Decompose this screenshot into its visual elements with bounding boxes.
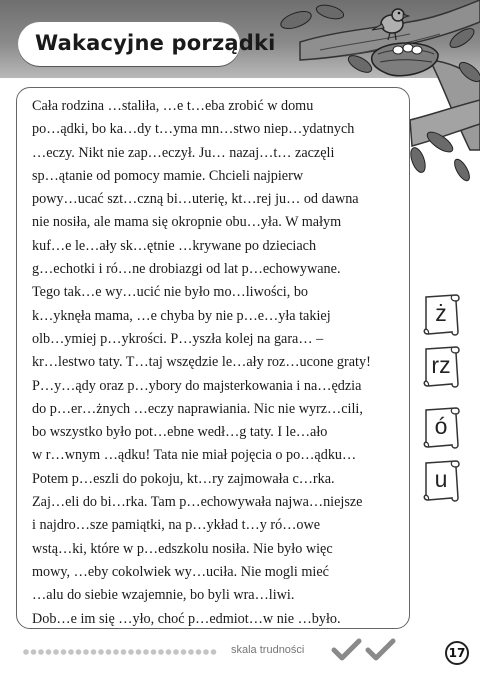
- text-line: kr…lestwo taty. T…taj wszędzie le…ały roz…ucone graty!: [32, 354, 371, 371]
- text-line: w r…wnym …ądku! Tata nie miał pojęcia o po…ądku…: [32, 447, 357, 464]
- page-title: Wakacyjne porządki: [35, 31, 276, 55]
- difficulty-dot: [196, 649, 202, 655]
- difficulty-dot: [46, 649, 52, 655]
- letter-tag-label: ó: [434, 413, 448, 439]
- difficulty-dot: [83, 649, 89, 655]
- difficulty-dot: [98, 649, 104, 655]
- difficulty-dot: [31, 649, 37, 655]
- text-line: g…echotki i ró…ne drobiazgi od lat p…echowywane.: [32, 261, 341, 278]
- letter-tag: [420, 344, 464, 390]
- letter-tag-label: ż: [435, 300, 447, 326]
- check-icon: [368, 641, 393, 658]
- text-line: nie nosiła, ale mama się okropnie obu…yła. W małym: [32, 214, 342, 231]
- difficulty-dot: [128, 649, 134, 655]
- difficulty-dot: [151, 649, 157, 655]
- difficulty-scale-label: skala trudności: [231, 644, 305, 656]
- check-icon: [334, 641, 359, 658]
- difficulty-dot: [106, 649, 112, 655]
- letter-tag-label: rz: [431, 352, 451, 378]
- difficulty-dot: [61, 649, 67, 655]
- difficulty-dot: [53, 649, 59, 655]
- difficulty-dot: [121, 649, 127, 655]
- letter-tag-label: u: [434, 466, 448, 492]
- difficulty-dot: [23, 649, 29, 655]
- difficulty-dot: [143, 649, 149, 655]
- difficulty-dot: [136, 649, 142, 655]
- text-line: …alu do siebie wzajemnie, bo byli wra…liwi.: [32, 587, 295, 604]
- text-line: …eczy. Nikt nie zap…eczył. Ju… nazaj…t… zaczęli: [32, 144, 335, 161]
- letter-tag: [420, 405, 464, 451]
- text-line: sp…ątanie od pomocy mamie. Chcieli najpierw: [32, 167, 304, 184]
- nest-icon: [372, 43, 438, 76]
- difficulty-dot: [91, 649, 97, 655]
- difficulty-dot: [158, 649, 164, 655]
- text-line: Dob…e im się …yło, choć p…edmiot…w nie …było.: [32, 610, 341, 627]
- exercise-text: [32, 95, 408, 631]
- difficulty-dot: [68, 649, 74, 655]
- text-line: Potem p…eszli do pokoju, kt…ry zajmowała c…rka.: [32, 470, 335, 487]
- difficulty-checkmarks: [331, 636, 401, 666]
- text-line: powy…ucać szt…czną bi…uterię, kt…rej ju… od dawna: [32, 191, 359, 208]
- text-line: kuf…e le…ały sk…ętnie …krywane po dzieciach: [32, 237, 317, 254]
- difficulty-dot: [211, 649, 217, 655]
- difficulty-dot: [188, 649, 194, 655]
- difficulty-dot: [113, 649, 119, 655]
- text-line: bo wszystko było pot…ebne wedł…g taty. I le…ało: [32, 424, 328, 441]
- text-line: Tego tak…e wy…ucić nie było mo…liwości, bo: [32, 284, 309, 301]
- text-line: po…ądki, bo ka…dy t…yma mn…stwo niep…ydatnych: [32, 121, 355, 138]
- difficulty-dot: [166, 649, 172, 655]
- difficulty-dot: [203, 649, 209, 655]
- page-number: 17: [445, 641, 469, 665]
- difficulty-dots: [22, 645, 222, 659]
- text-line: do p…er…żnych …eczy naprawiania. Nic nie wyrz…cili,: [32, 400, 363, 417]
- difficulty-dot: [173, 649, 179, 655]
- text-line: mowy, …eby cokolwiek wy…uciła. Nie mogli mieć: [32, 563, 329, 580]
- text-line: i najdro…sze pamiątki, na p…ykład t…y ró…owe: [32, 517, 321, 534]
- difficulty-dot: [76, 649, 82, 655]
- text-line: Cała rodzina …staliła, …e t…eba zrobić w domu: [32, 98, 314, 114]
- difficulty-dot: [38, 649, 44, 655]
- letter-tag: [420, 292, 464, 338]
- text-line: P…y…ądy oraz p…ybory do majsterkowania i na…ędzia: [32, 377, 362, 394]
- difficulty-dot: [181, 649, 187, 655]
- text-line: olb…ymiej p…ykrości. P…yszła kolej na gara… –: [32, 330, 324, 347]
- text-line: Zaj…eli do bi…rka. Tam p…echowywała najwa…niejsze: [32, 494, 363, 511]
- text-line: wstą…ki, które w p…edszkolu nosiła. Nie było więc: [32, 540, 333, 557]
- letter-tag: [420, 458, 464, 504]
- text-line: k…yknęła mama, …e chyba by nie p…e…yła takiej: [32, 307, 331, 324]
